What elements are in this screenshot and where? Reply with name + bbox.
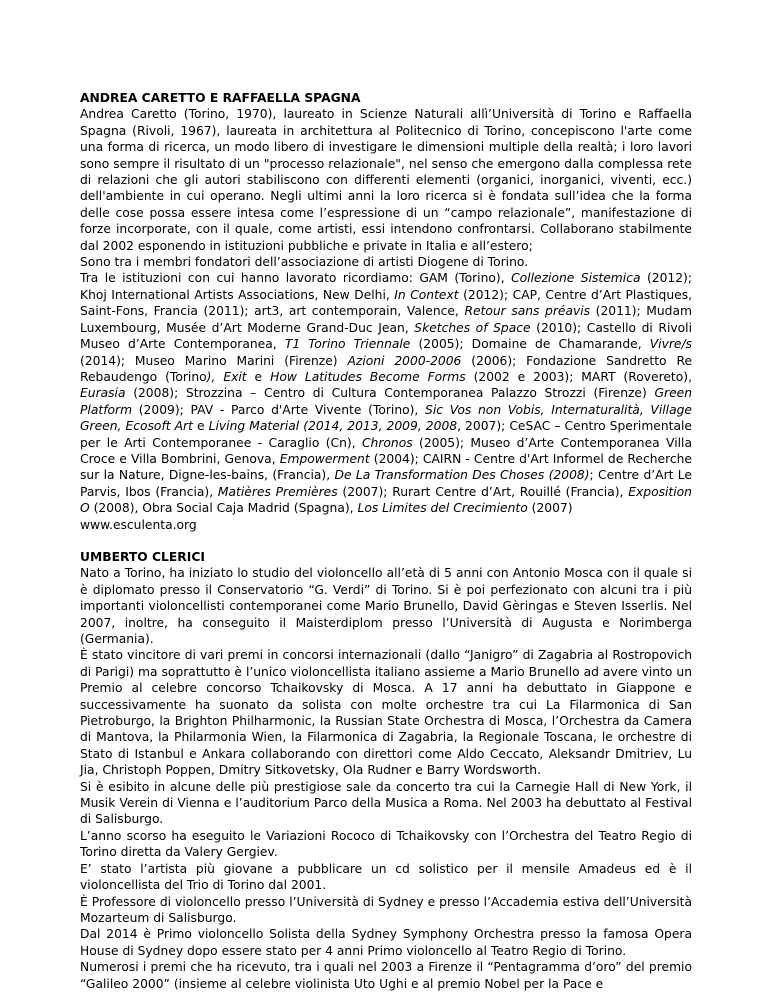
institution-text: (2004); CAIRN - Centre d'Art Informel de Recherche sur la Nature, Digne-les-bains, (Francia), [80,451,692,483]
exhibition-title: Vivre/s [649,337,693,352]
institution-text: (2005); Domaine de Chamarande, [410,337,650,352]
exhibition-title: T1 Torino Triennale [284,337,411,352]
exhibition-title: How Latitudes Become Forms [270,369,466,384]
institution-text: (2011); Mudam Luxembourg, Musée d’Art Moderne Grand-Duc Jean, [80,304,692,335]
exhibition-title: ), Exit [206,369,247,384]
institution-text: Tra le istituzioni con cui hanno lavorato ricordiamo: GAM (Torino), [80,271,512,286]
institution-text: (2012); Khoj International Artists Associations, New Delhi, [80,271,692,302]
biography-paragraph: E’ stato l’artista più giovane a pubblicare un cd solistico per il mensile Amadeus ed è il violoncellista del Trio di Torino dal 2001. [80,861,692,893]
section-caretto-spagna [80,90,692,533]
institutions-paragraph [80,270,692,516]
institution-text: (2002 e 2003); MART (Rovereto), [465,369,692,384]
biography-paragraph: Nato a Torino, ha iniziato lo studio del violoncello all’età di 5 anni con Antonio Mosca con il quale si è diplomato presso il Conservatorio “G. Verdi” di Torino. Si è poi perfezionato con alcuni tra i più importanti violoncellisti contemporanei come Mario Brunello, David Gèringas e Steven Isserlis. Nel 2007, inoltre, ha conseguito il Maisterdiplom presso l’Università di Augusta e Norimberga (Germania). [80,566,692,646]
exhibition-title: Azioni 2000-2006 [347,353,462,368]
institution-text: , 2007); CeSAC – Centro Sperimentale per le Arti Contemporanee - Caraglio (Cn), [80,419,692,450]
biography-paragraph: Dal 2014 è Primo violoncello Solista della Sydney Symphony Orchestra presso la famosa Opera House di Sydney dopo essere stato per 4 anni Primo violoncello al Teatro Regio di Torino. [80,927,692,958]
exhibition-title: Matières Premières [217,484,338,499]
institution-text: (2005); Museo d’Arte Contemporanea Villa Croce e Villa Bombrini, Genova, [80,435,692,466]
institution-text: (2006); Fondazione Sandretto Re Rebaudengo (Torino [80,353,693,384]
exhibition-title: Los Limites del Crecimiento [357,501,528,516]
institution-text: (2010); Castello di Rivoli Museo d’Arte Contemporanea, [80,320,693,352]
exhibition-title: Eurasia [80,386,126,401]
biography-paragraph: Sono tra i membri fondatori dell’associazione di artisti Diogene di Torino. [80,255,529,270]
exhibition-title: Retour sans préavis [464,304,591,319]
biography-paragraph: È Professore di violoncello presso l’Università di Sydney e presso l’Accademia estiva dell’Università Mozarteum di Salisburgo. [80,894,692,925]
section-heading: ANDREA CARETTO E RAFFAELLA SPAGNA [80,91,361,105]
exhibition-title: Living Material (2014, 2013, 2009, 2008 [208,419,458,434]
biography-paragraph: Numerosi i premi che ha ricevuto, tra i quali nel 2003 a Firenze il “Pentagramma d’oro” del premio “Galileo 2000” (insieme al celebre violinista Uto Ughi e al premio Nobel per la Pace e [80,960,692,991]
institution-text: (2012); CAP, Centre d’Art Plastiques, Saint-Fons, Francia (2011); art3, art contemporain, Valence, [80,287,693,319]
biography-paragraph: Si è esibito in alcune delle più prestigiose sale da concerto tra cui la Carnegie Hall di New York, il Musik Verein di Vienna e l’auditorium Parco della Musica a Roma. Nel 2003 ha debuttato al Festival di Salisburgo. [80,779,692,827]
exhibition-title: Sic Vos non Vobis, Internaturalità, Village Green, Ecosoft Art [80,402,692,434]
institution-text: ; Centre d’Art Le Parvis, Ibos (Francia), [80,468,692,499]
institution-text: (2007); Rurart Centre d’Art, Rouillé (Francia), [337,484,629,499]
document-page [80,90,692,992]
institution-text: (2008); Strozzina – Centro di Cultura Contemporanea Palazzo Strozzi (Firenze) [125,386,655,401]
institution-text: (2007) [527,501,573,516]
biography-paragraph: È stato vincitore di vari premi in concorsi internazionali (dallo “Janigro” di Zagabria al Rostropovich di Parigi) ma soprattutto è l’unico violoncellista italiano assieme a Mario Brunello ad avere vinto un Premio al celebre concorso Tchaikovsky di Mosca. A 17 anni ha debuttato in Giappone e successivamente ha suonato da solista con molte orchestre tra cui La Filarmonica di San Pietroburgo, la Brighton Philharmonic, la Russian State Orchestra di Mosca, l’Orchestra da Camera di Mantova, la Philarmonia Wien, la Filarmonica di Zagabria, la Regionale Toscana, le orchestre di Stato di Istanbul e Ankara collaborando con direttori come Aldo Ceccato, Aleksandr Dmitriev, Lu Jia, Christoph Poppen, Dmitry Sitkovetsky, Ola Rudner e Barry Wordsworth. [80,648,692,778]
biography-paragraph: L’anno scorso ha eseguito le Variazioni Rococo di Tchaikovsky con l’Orchestra del Teatro Regio di Torino diretta da Valery Gergiev. [80,828,692,860]
institution-text: (2008), Obra Social Caja Madrid (Spagna), [89,501,358,516]
exhibition-title: Empowerment [279,451,370,466]
institution-text: (2009); PAV - Parco d'Arte Vivente (Torino), [132,402,426,417]
website-link[interactable]: www.esculenta.org [80,517,197,532]
exhibition-title: Green Platform [80,386,692,417]
exhibition-title: Collezione Sistemica [511,271,641,286]
institution-text: e [192,419,209,434]
exhibition-title: Sketches of Space [414,320,531,335]
section-heading: UMBERTO CLERICI [80,549,205,564]
institution-text: e [246,369,271,384]
exhibition-title: In Context [394,287,459,302]
exhibition-title: De La Transformation Des Choses (2008) [334,468,590,483]
biography-paragraph: Andrea Caretto (Torino, 1970), laureato in Scienze Naturali allì’Università di Torino e Raffaella Spagna (Rivoli, 1967), laureata in architettura al Politecnico di Torino, concepiscono l'arte come una forma di ricerca, un modo libero di investigare le dimensioni multiple della realtà; i loro lavori sono sempre il risultato di un "processo relazionale", nel senso che emergono dalla complessa rete di relazioni che gli autori stabiliscono con differenti elementi (organici, inorganici, viventi, ecc.) dell'ambiente in cui operano. Negli ultimi anni la loro ricerca si è fondata sull’idea che la forma delle cose possa essere intesa come l’espressione di un “campo relazionale”, manifestazione di forze incorporate, con il quale, come artisti, essi intendono confrontarsi. Collaborano stabilmente dal 2002 esponendo in istituzioni pubbliche e private in Italia e all’estero; [80,107,692,253]
exhibition-title: Chronos [361,435,413,450]
exhibition-title: Exposition O [80,484,692,516]
institution-text: (2014); Museo Marino Marini (Firenze) [80,353,348,368]
section-clerici [80,549,692,992]
